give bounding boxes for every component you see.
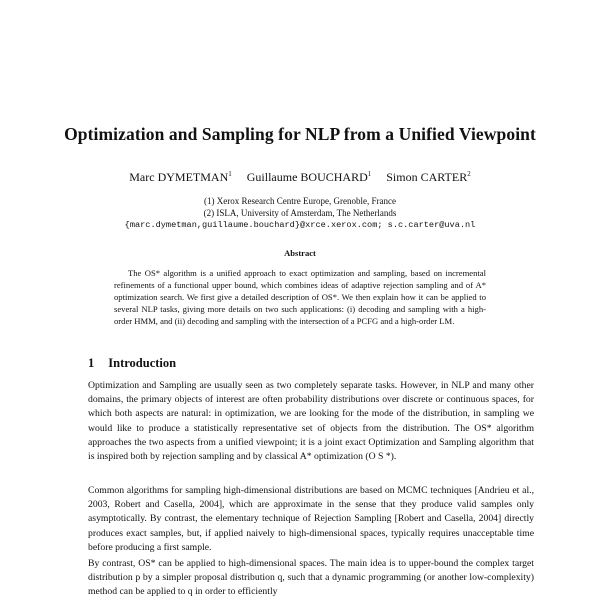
affiliation-mark: 2: [467, 170, 471, 178]
author: [129, 170, 231, 184]
affiliation-mark: 1: [228, 170, 232, 178]
author: [386, 170, 470, 184]
author: [247, 170, 372, 184]
affiliation: (1) Xerox Research Centre Europe, Grenoble, France: [204, 196, 396, 206]
author-list: [0, 170, 600, 185]
abstract-text: The OS* algorithm is a unified approach to exact optimization and sampling, based on incremental refinements of a functional upper bound, which combines ideas of adaptive rejection sampling and of A* optimization search. We first give a detailed description of OS*. We then explain how it can be applied to several NLP tasks, giving more details on two such applications: (i) decoding and sampling with a high-order HMM, and (ii) decoding and sampling with the intersection of a PCFG and a high-order LM.: [114, 268, 486, 326]
affiliation-mark: 1: [367, 170, 372, 178]
author-emails: {marc.dymetman,guillaume.bouchard}@xrce.xerox.com; s.c.carter@uva.nl: [124, 220, 476, 230]
author-name: Simon CARTER: [386, 170, 468, 184]
section-title: Introduction: [108, 356, 177, 370]
author-name: Guillaume BOUCHARD: [246, 170, 368, 184]
body-paragraph: Optimization and Sampling are usually seen as two completely separate tasks. However, in NLP and many other domains, the primary objects of interest are often probability distributions over discrete or continuous spaces, for which both aspects are natural: in optimization, we are looking for the mode of the distribution, in sampling we would like to produce a statistically representative set of objects from the distribution. The OS* algorithm approaches the two aspects from a unified viewpoint; it is a joint exact Optimization and Sampling algorithm that is inspired both by rejection sampling and by classical A* optimization (O S *).: [88, 380, 534, 463]
paper-title: Optimization and Sampling for NLP from a Unified Viewpoint: [64, 124, 536, 144]
section-number: 1: [88, 356, 95, 370]
section-heading: [88, 356, 176, 371]
body-paragraph: Common algorithms for sampling high-dimensional distributions are based on MCMC techniques [Andrieu et al., 2003, Robert and Casella, 2004], which are approximate in the sense that they produce valid samples only asymptotically. By contrast, the elementary technique of Rejection Sampling [Robert and Casella, 2004] directly produces exact samples, but, if applied naively to high-dimensional spaces, typically requires unacceptable time before producing a first sample.: [88, 485, 534, 553]
affiliation: (2) ISLA, University of Amsterdam, The Netherlands: [203, 208, 397, 218]
author-name: Marc DYMETMAN: [129, 170, 229, 184]
body-paragraph: By contrast, OS* can be applied to high-dimensional spaces. The main idea is to upper-bound the complex target distribution p by a simpler proposal distribution q, such that a dynamic programming (or another low-complexity) method can be applied to q in order to efficiently: [88, 558, 534, 598]
abstract-heading: Abstract: [284, 248, 316, 258]
